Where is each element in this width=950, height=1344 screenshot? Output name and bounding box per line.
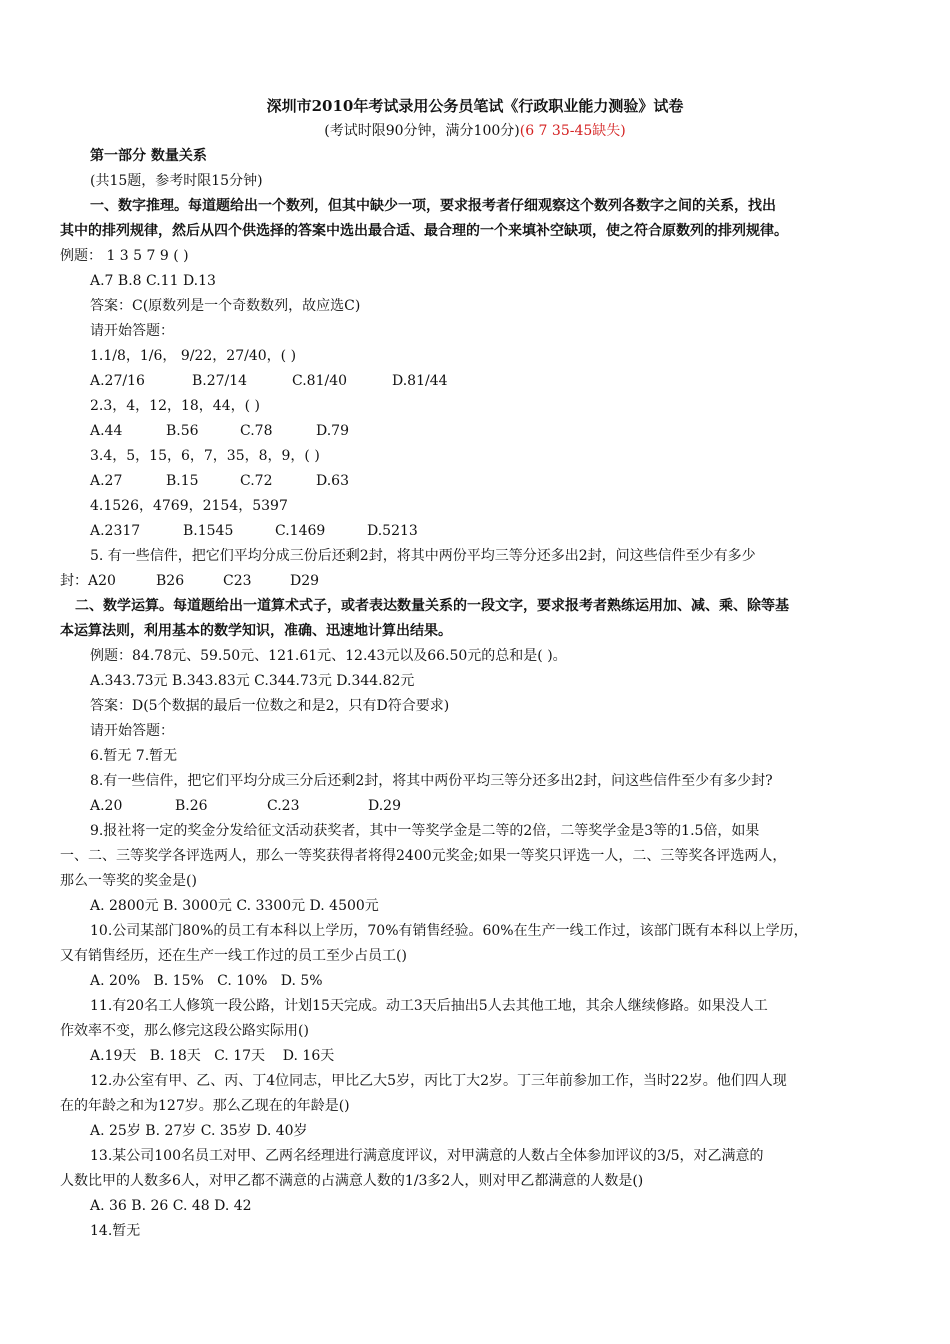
option-a: A.2317: [90, 523, 141, 539]
option-d: D29: [290, 573, 320, 589]
option-c: C.23: [267, 798, 300, 814]
section1-example-options: A.7 B.8 C.11 D.13: [90, 273, 216, 289]
missing-note: (6 7 35-45缺失): [519, 123, 626, 139]
section1-intro-line2: 其中的排列规律，然后从四个供选择的答案中选出最合适、最合理的一个来填补空缺项，使之符合原数列的排列规律。: [60, 223, 788, 239]
question-12-line1: 12.办公室有甲、乙、丙、丁4位同志，甲比乙大5岁，丙比丁大2岁。丁三年前参加工作，当时22岁。他们四人现: [90, 1073, 787, 1089]
question-5-tail: 封：: [60, 573, 88, 589]
question-13-options: A. 36 B. 26 C. 48 D. 42: [90, 1198, 252, 1214]
question-11-options: A.19天 B. 18天 C. 17天 D. 16天: [90, 1048, 335, 1064]
question-1: 1.1/8，1/6， 9/22，27/40，( ): [90, 348, 297, 364]
section2-example-options: A.343.73元 B.343.83元 C.344.73元 D.344.82元: [90, 673, 415, 689]
question-9-line1: 9.报社将一定的奖金分发给征文活动获奖者，其中一等奖学金是二等的2倍，二等奖学金是3等的1.5倍，如果: [90, 823, 760, 839]
question-13-line1: 13.某公司100名员工对甲、乙两名经理进行满意度评议，对甲满意的人数占全体参加评议的3/5，对乙满意的: [90, 1148, 764, 1164]
option-d: D.29: [368, 798, 401, 814]
option-a: A.27: [90, 473, 123, 489]
part-heading: 第一部分 数量关系: [90, 148, 207, 164]
option-b: B26: [156, 573, 185, 589]
exam-subtitle: [0, 119, 950, 143]
question-9-line2: 一、二、三等奖学各评选两人，那么一等奖获得者将得2400元奖金;如果一等奖只评选一人，二、三等奖各评选两人，: [60, 848, 787, 864]
question-11-line1: 11.有20名工人修筑一段公路，计划15天完成。动工3天后抽出5人去其他工地，其余人继续修路。如果没人工: [90, 998, 768, 1014]
question-4: 4.1526，4769，2154，5397: [90, 498, 288, 514]
option-a: A20: [88, 573, 116, 589]
question-12-options: A. 25岁 B. 27岁 C. 35岁 D. 40岁: [90, 1123, 308, 1139]
option-b: B.56: [166, 423, 199, 439]
question-13-line2: 人数比甲的人数多6人，对甲乙都不满意的占满意人数的1/3多2人，则对甲乙都满意的人数是(): [60, 1173, 644, 1189]
option-d: D.5213: [367, 523, 418, 539]
option-b: B.27/14: [192, 373, 248, 389]
question-2: 2.3，4，12，18，44，( ): [90, 398, 260, 414]
section1-start: 请开始答题：: [90, 323, 174, 339]
option-b: B.26: [175, 798, 208, 814]
option-a: A.27/16: [90, 373, 145, 389]
option-d: D.79: [316, 423, 349, 439]
question-14: 14.暂无: [90, 1223, 141, 1239]
question-2-options: [90, 419, 900, 443]
question-5-line1: 5. 有一些信件，把它们平均分成三份后还剩2封，将其中两份平均三等分还多出2封，问这些信件至少有多少: [90, 548, 756, 564]
question-8-options: [90, 794, 900, 818]
option-b: B.1545: [183, 523, 234, 539]
question-10-line1: 10.公司某部门80%的员工有本科以上学历，70%有销售经验。60%在生产一线工作过，该部门既有本科以上学历，: [90, 923, 808, 939]
section2-example: 例题：84.78元、59.50元、121.61元、12.43元以及66.50元的总和是( )。: [90, 648, 567, 664]
section1-intro-line1: 一、数字推理。每道题给出一个数列，但其中缺少一项，要求报考者仔细观察这个数列各数字之间的关系，找出: [90, 198, 776, 214]
section2-intro-line2: 本运算法则，利用基本的数学知识，准确、迅速地计算出结果。: [60, 623, 452, 639]
questions-6-7: 6.暂无 7.暂无: [90, 748, 178, 764]
section1-example: 例题： 1 3 5 7 9 ( ): [60, 248, 189, 264]
question-12-line2: 在的年龄之和为127岁。那么乙现在的年龄是(): [60, 1098, 350, 1114]
section1-example-answer: 答案：C(原数列是一个奇数数列，故应选C): [90, 298, 361, 314]
question-5-line2: [60, 569, 900, 593]
question-9-options: A. 2800元 B. 3000元 C. 3300元 D. 4500元: [90, 898, 379, 914]
question-9-line3: 那么一等奖的奖金是(): [60, 873, 197, 889]
question-11-line2: 作效率不变，那么修完这段公路实际用(): [60, 1023, 309, 1039]
question-4-options: [90, 519, 900, 543]
option-a: A.20: [90, 798, 123, 814]
option-c: C.81/40: [292, 373, 348, 389]
question-3: 3.4，5，15，6，7，35，8，9，( ): [90, 448, 320, 464]
option-c: C.1469: [275, 523, 326, 539]
subtitle-text: (考试时限90分钟，满分100分): [324, 123, 520, 139]
question-8: 8.有一些信件，把它们平均分成三分后还剩2封，将其中两份平均三等分还多出2封，问这些信件至少有多少封?: [90, 773, 773, 789]
section2-intro-line1: 二、数学运算。每道题给出一道算术式子，或者表达数量关系的一段文字，要求报考者熟练运用加、减、乘、除等基: [75, 598, 789, 614]
question-10-options: A. 20% B. 15% C. 10% D. 5%: [90, 973, 323, 989]
section2-start: 请开始答题：: [90, 723, 174, 739]
option-b: B.15: [166, 473, 199, 489]
option-c: C.78: [240, 423, 273, 439]
question-10-line2: 又有销售经历，还在生产一线工作过的员工至少占员工(): [60, 948, 407, 964]
question-1-options: [90, 369, 900, 393]
section2-example-answer: 答案：D(5个数据的最后一位数之和是2，只有D符合要求): [90, 698, 450, 714]
question-3-options: [90, 469, 900, 493]
option-c: C.72: [240, 473, 273, 489]
part-info: (共15题，参考时限15分钟): [90, 173, 263, 189]
option-d: D.81/44: [392, 373, 448, 389]
option-d: D.63: [316, 473, 349, 489]
option-a: A.44: [90, 423, 123, 439]
option-c: C23: [223, 573, 252, 589]
exam-title: 深圳市2010年考试录用公务员笔试《行政职业能力测验》试卷: [266, 97, 684, 115]
